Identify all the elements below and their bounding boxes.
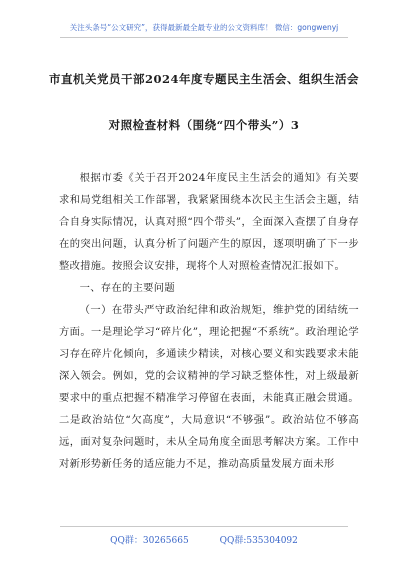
subsection-paragraph: （一）在带头严守政治纪律和政治规矩，维护党的团结统一方面。一是理论学习“碎片化”，理论把握“不系统”。政治理论学习存在碎片化倾向，多通读少精读，对核心要义和实践要求未能深入领会。例如，党的会议精神的学习缺乏整体性，对上级最新要求中的重点把握不精准学习停留在表面，未能真正融会贯通。二是政治站位“欠高度”，大局意识“不够强”。政治站位不够高远，面对复杂问题时，未从全局角度全面思考解决方案。工作中对新形势新任务的适应能力不足，推动高质量发展方面未形 [59, 304, 359, 470]
footer-qq-group-2: QQ群:535304092 [219, 536, 298, 546]
header-banner: 关注头条号“公文研究”，获得最新最全最专业的公文资料库！ 微信：gongwenyj [69, 23, 339, 32]
document-body [59, 167, 359, 475]
section-heading: 一、存在的主要问题 [79, 282, 175, 294]
document-title-line2: 对照检查材料（围绕“四个带头”）3 [108, 118, 300, 132]
intro-paragraph: 根据市委《关于召开2024年度民主生活会的通知》有关要求和局党组相关工作部署，我紧紧围绕本次民主生活会主题，结合自身实际情况，认真对照“四个带头”，全面深入查摆了自身存在的突出问题，认真分析了问题产生的原因，逐项明确了下一步整改措施。按照会议安排，现将个人对照检查情况汇报如下。 [59, 172, 359, 272]
footer-divider [60, 526, 348, 527]
footer [0, 533, 408, 546]
document-title-line1: 市直机关党员干部2024年度专题民主生活会、组织生活会 [48, 72, 359, 86]
header-divider [60, 37, 348, 38]
footer-qq-group-1: QQ群：30265665 [110, 536, 189, 546]
